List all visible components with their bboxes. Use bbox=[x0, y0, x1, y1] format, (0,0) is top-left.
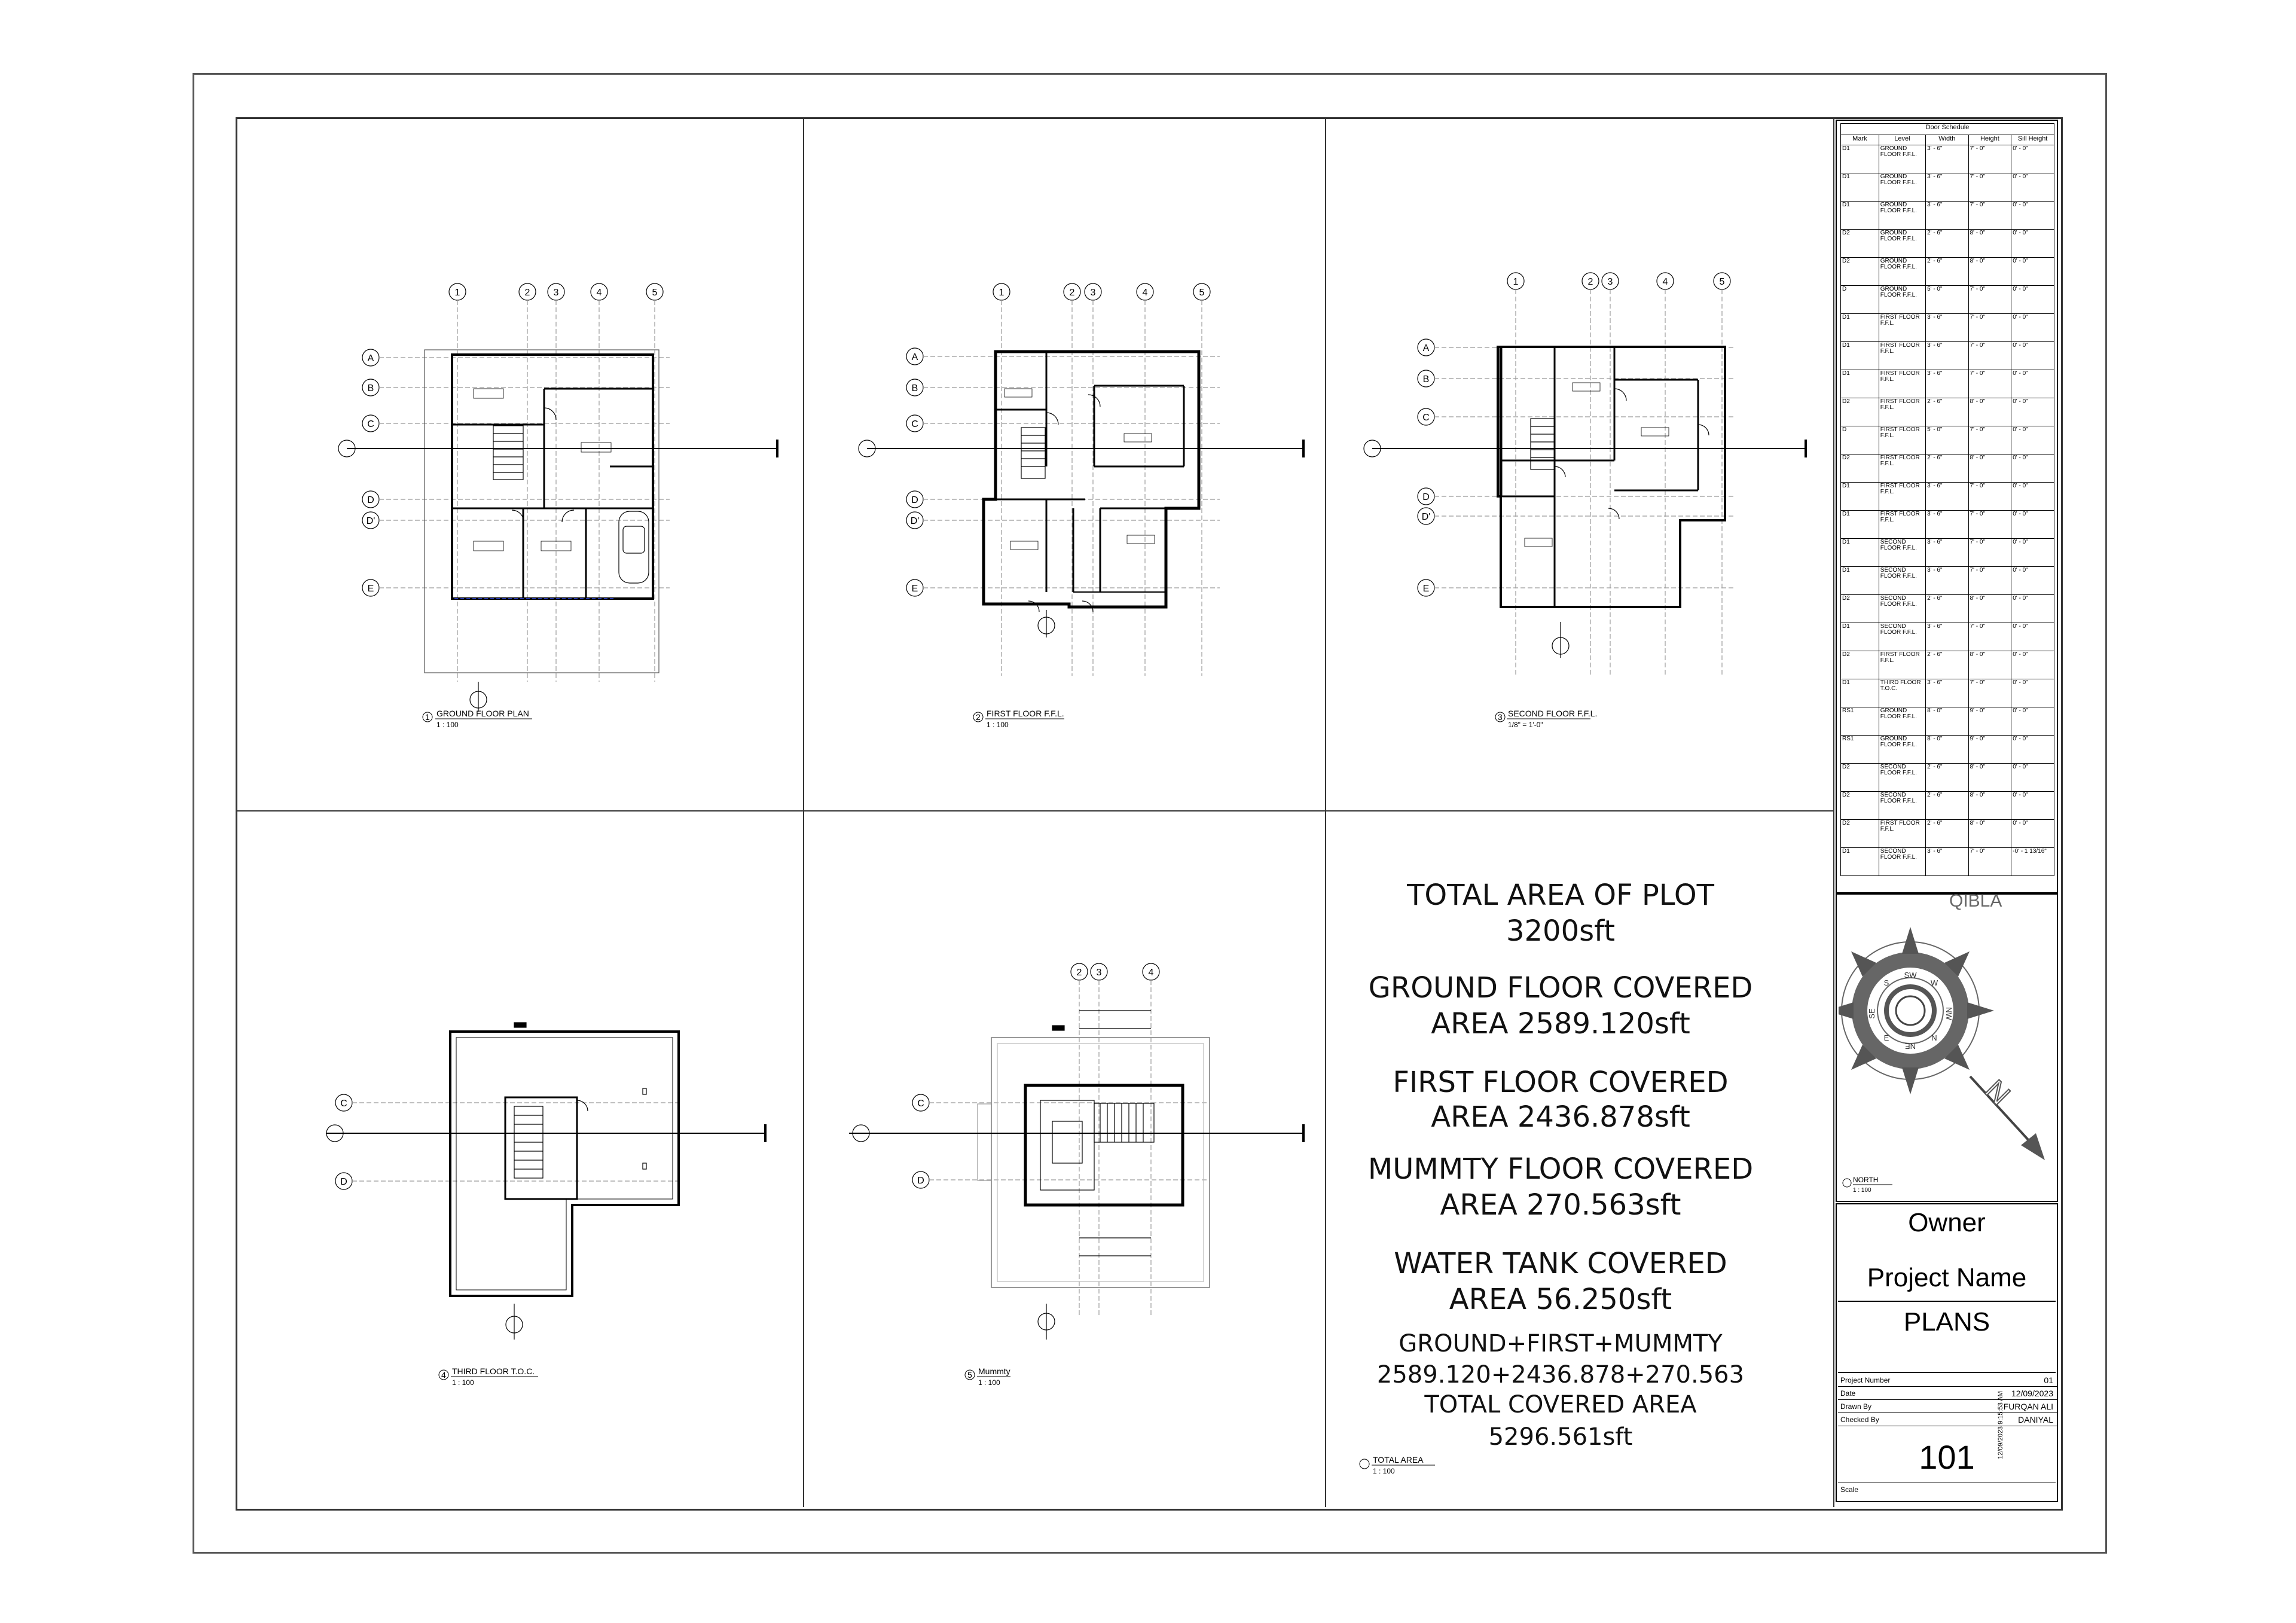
door-schedule-row bbox=[1841, 202, 2054, 230]
grid-row-b: B bbox=[367, 383, 374, 393]
project-number-row bbox=[1838, 1374, 2058, 1387]
door-schedule-cell: FIRST FLOOR F.F.L. bbox=[1879, 454, 1925, 483]
door-schedule-cell: 5' - 0" bbox=[1926, 286, 1968, 314]
print-timestamp: 12/09/2023 9:15:53 AM bbox=[1997, 1391, 2004, 1459]
second-floor-plan bbox=[1351, 263, 1818, 736]
door-schedule-cell: FIRST FLOOR F.F.L. bbox=[1879, 398, 1925, 426]
north-view-scale: 1 : 100 bbox=[1853, 1187, 1871, 1194]
grid-col-5: 5 bbox=[1199, 288, 1205, 298]
door-schedule-cell: GROUND FLOOR F.F.L. bbox=[1879, 202, 1925, 230]
qibla-label: QIBLA bbox=[1949, 891, 2002, 911]
mummty-area-label: MUMMTY FLOOR COVERED bbox=[1367, 1152, 1754, 1186]
door-schedule-cell: SECOND FLOOR F.F.L. bbox=[1879, 539, 1925, 567]
project-name: Project Name bbox=[1867, 1263, 2027, 1292]
door-schedule-row bbox=[1841, 454, 2054, 483]
door-schedule-cell: 0' - 0" bbox=[2011, 398, 2054, 426]
door-schedule-cell: 7' - 0" bbox=[1968, 173, 2011, 202]
door-schedule-cell: 0' - 0" bbox=[2011, 511, 2054, 539]
total-area-view-tag bbox=[1357, 1453, 1453, 1477]
dial-sw: SW bbox=[1904, 971, 1917, 980]
door-schedule-cell: 8' - 0" bbox=[1968, 595, 2011, 623]
owner-label: Owner bbox=[1908, 1208, 1986, 1237]
door-schedule-cell: D1 bbox=[1841, 567, 1879, 595]
door-schedule-cell: D1 bbox=[1841, 679, 1879, 707]
door-schedule-cell: 0' - 0" bbox=[2011, 792, 2054, 820]
door-schedule-cell: D2 bbox=[1841, 792, 1879, 820]
door-schedule-cell: FIRST FLOOR F.F.L. bbox=[1879, 342, 1925, 370]
dial-s: S bbox=[1883, 978, 1889, 987]
door-schedule-cell: FIRST FLOOR F.F.L. bbox=[1879, 426, 1925, 454]
door-schedule-cell: 0' - 0" bbox=[2011, 539, 2054, 567]
door-schedule-cell: D2 bbox=[1841, 398, 1879, 426]
door-schedule-cell: 0' - 0" bbox=[2011, 595, 2054, 623]
door-schedule-cell: 3' - 6" bbox=[1926, 314, 1968, 342]
door-schedule-row bbox=[1841, 707, 2054, 736]
col-level: Level bbox=[1879, 135, 1925, 145]
door-schedule bbox=[1840, 123, 2054, 876]
grid-row-c: C bbox=[1422, 413, 1430, 423]
door-schedule-cell: 0' - 0" bbox=[2011, 454, 2054, 483]
door-schedule-cell: 3' - 6" bbox=[1926, 342, 1968, 370]
door-schedule-cell: 0' - 0" bbox=[2011, 202, 2054, 230]
door-schedule-cell: 2' - 6" bbox=[1926, 454, 1968, 483]
door-schedule-cell: 3' - 6" bbox=[1926, 173, 1968, 202]
grid-row-e: E bbox=[911, 584, 918, 594]
grid-row-b: B bbox=[1422, 374, 1430, 385]
plan-title: FIRST FLOOR F.F.L. bbox=[987, 709, 1064, 718]
door-schedule-cell: SECOND FLOOR F.F.L. bbox=[1879, 792, 1925, 820]
door-schedule-cell: 7' - 0" bbox=[1968, 370, 2011, 398]
door-schedule-row bbox=[1841, 623, 2054, 651]
drawn-by-row bbox=[1838, 1401, 2058, 1413]
checked-by-value: DANIYAL bbox=[2018, 1415, 2053, 1424]
door-schedule-cell: 8' - 0" bbox=[1968, 454, 2011, 483]
grid-col-1: 1 bbox=[454, 288, 460, 298]
dial-w: W bbox=[1930, 978, 1938, 987]
door-schedule-cell: 0' - 0" bbox=[2011, 258, 2054, 286]
door-schedule-cell: 3' - 6" bbox=[1926, 511, 1968, 539]
door-schedule-cell: D2 bbox=[1841, 764, 1879, 792]
grid-col-5: 5 bbox=[1719, 277, 1725, 287]
door-schedule-cell: D1 bbox=[1841, 848, 1879, 876]
door-schedule-cell: FIRST FLOOR F.F.L. bbox=[1879, 370, 1925, 398]
grid-row-d: D bbox=[367, 495, 374, 505]
dial-e: E bbox=[1883, 1033, 1889, 1042]
door-schedule-cell: 8' - 0" bbox=[1968, 258, 2011, 286]
door-schedule-row bbox=[1841, 567, 2054, 595]
door-schedule-cell: 7' - 0" bbox=[1968, 145, 2011, 173]
door-schedule-row bbox=[1841, 286, 2054, 314]
plan-number: 4 bbox=[441, 1370, 446, 1380]
grid-row-e: E bbox=[1422, 584, 1430, 594]
grid-row-a: A bbox=[911, 352, 918, 362]
grid-row-d: D bbox=[1422, 492, 1430, 502]
panel-divider-h bbox=[236, 810, 1834, 812]
door-schedule-cell: 0' - 0" bbox=[2011, 820, 2054, 848]
first-area-value: AREA 2436.878sft bbox=[1431, 1100, 1690, 1134]
plan-number: 3 bbox=[1498, 712, 1503, 722]
grid-row-c: C bbox=[367, 419, 374, 429]
door-schedule-cell: -0' - 1 13/16" bbox=[2011, 848, 2054, 876]
door-schedule-cell: 8' - 0" bbox=[1968, 792, 2011, 820]
door-schedule-cell: SECOND FLOOR F.F.L. bbox=[1879, 848, 1925, 876]
door-schedule-row bbox=[1841, 483, 2054, 511]
door-schedule-row bbox=[1841, 314, 2054, 342]
total-covered-value: 5296.561sft bbox=[1488, 1423, 1633, 1451]
door-schedule-cell: GROUND FLOOR F.F.L. bbox=[1879, 736, 1925, 764]
door-schedule-cell: THIRD FLOOR T.O.C. bbox=[1879, 679, 1925, 707]
grid-row-d-prime: D' bbox=[910, 516, 920, 526]
door-schedule-row bbox=[1841, 258, 2054, 286]
grid-col-5: 5 bbox=[652, 288, 658, 298]
door-schedule-cell: 8' - 0" bbox=[1968, 651, 2011, 679]
door-schedule-cell: 2' - 6" bbox=[1926, 651, 1968, 679]
door-schedule-row bbox=[1841, 398, 2054, 426]
door-schedule-cell: 2' - 6" bbox=[1926, 230, 1968, 258]
north-arrow-icon bbox=[1970, 1074, 2045, 1160]
door-schedule-cell: 2' - 6" bbox=[1926, 792, 1968, 820]
plot-area-value: 3200sft bbox=[1506, 914, 1616, 948]
north-letter: N bbox=[1979, 1074, 2016, 1112]
compass-rose bbox=[1839, 915, 2054, 1196]
door-schedule-cell: 3' - 6" bbox=[1926, 539, 1968, 567]
door-schedule-row bbox=[1841, 736, 2054, 764]
door-schedule-cell: 7' - 0" bbox=[1968, 286, 2011, 314]
door-schedule-cell: D1 bbox=[1841, 314, 1879, 342]
plan-number: 5 bbox=[967, 1370, 972, 1380]
grid-col-4: 4 bbox=[1148, 968, 1154, 978]
checked-by-label: Checked By bbox=[1840, 1415, 1879, 1424]
door-schedule-cell: D2 bbox=[1841, 820, 1879, 848]
project-number-value: 01 bbox=[2044, 1375, 2053, 1385]
grid-row-b: B bbox=[911, 383, 918, 393]
door-schedule-cell: 9' - 0" bbox=[1968, 736, 2011, 764]
door-schedule-cell: D1 bbox=[1841, 173, 1879, 202]
door-schedule-cell: 2' - 6" bbox=[1926, 595, 1968, 623]
door-schedule-cell: 7' - 0" bbox=[1968, 202, 2011, 230]
door-schedule-row bbox=[1841, 145, 2054, 173]
mummty-plan bbox=[837, 957, 1309, 1387]
panel-divider-v1 bbox=[803, 117, 804, 1507]
door-schedule-cell: GROUND FLOOR F.F.L. bbox=[1879, 173, 1925, 202]
dial-n: N bbox=[1931, 1033, 1937, 1042]
sum-formula-label: GROUND+FIRST+MUMMTY bbox=[1399, 1330, 1723, 1357]
door-schedule-cell: SECOND FLOOR F.F.L. bbox=[1879, 623, 1925, 651]
scale-label: Scale bbox=[1840, 1485, 1859, 1494]
door-schedule-cell: D2 bbox=[1841, 595, 1879, 623]
door-schedule-cell: 3' - 6" bbox=[1926, 370, 1968, 398]
door-schedule-cell: D1 bbox=[1841, 623, 1879, 651]
door-schedule-cell: 7' - 0" bbox=[1968, 511, 2011, 539]
plan-number: 1 bbox=[425, 712, 430, 722]
tank-area-value: AREA 56.250sft bbox=[1449, 1283, 1672, 1316]
grid-row-a: A bbox=[367, 353, 374, 364]
door-schedule-cell: D1 bbox=[1841, 145, 1879, 173]
panel-divider-v2 bbox=[1325, 117, 1326, 1507]
col-height: Height bbox=[1968, 135, 2011, 145]
door-schedule-cell: 0' - 0" bbox=[2011, 230, 2054, 258]
total-area-scale: 1 : 100 bbox=[1373, 1467, 1395, 1475]
door-schedule-cell: FIRST FLOOR F.F.L. bbox=[1879, 483, 1925, 511]
plan-scale: 1/8" = 1'-0" bbox=[1508, 721, 1543, 729]
door-schedule-cell: SECOND FLOOR F.F.L. bbox=[1879, 595, 1925, 623]
door-schedule-cell: D1 bbox=[1841, 483, 1879, 511]
dial-se: SE bbox=[1867, 1008, 1876, 1019]
door-schedule-row bbox=[1841, 595, 2054, 623]
grid-col-2: 2 bbox=[524, 288, 530, 298]
grid-row-e: E bbox=[367, 584, 374, 594]
door-schedule-row bbox=[1841, 679, 2054, 707]
door-schedule-cell: 3' - 6" bbox=[1926, 483, 1968, 511]
door-schedule-cell: D1 bbox=[1841, 370, 1879, 398]
door-schedule-row bbox=[1841, 511, 2054, 539]
door-schedule-cell: 0' - 0" bbox=[2011, 623, 2054, 651]
grid-col-2: 2 bbox=[1076, 968, 1082, 978]
door-schedule-cell: 7' - 0" bbox=[1968, 539, 2011, 567]
door-schedule-cell: 7' - 0" bbox=[1968, 483, 2011, 511]
door-schedule-row bbox=[1841, 792, 2054, 820]
door-schedule-cell: 8' - 0" bbox=[1926, 707, 1968, 736]
first-area-label: FIRST FLOOR COVERED bbox=[1393, 1066, 1729, 1099]
plan-scale: 1 : 100 bbox=[436, 721, 459, 729]
door-schedule-cell: 8' - 0" bbox=[1968, 398, 2011, 426]
door-schedule-cell: FIRST FLOOR F.F.L. bbox=[1879, 651, 1925, 679]
door-schedule-cell: 5' - 0" bbox=[1926, 426, 1968, 454]
door-schedule-row bbox=[1841, 764, 2054, 792]
grid-col-4: 4 bbox=[1662, 277, 1668, 287]
door-schedule-cell: 7' - 0" bbox=[1968, 848, 2011, 876]
grid-row-a: A bbox=[1422, 343, 1430, 353]
first-floor-plan bbox=[849, 269, 1315, 736]
door-schedule-cell: FIRST FLOOR F.F.L. bbox=[1879, 511, 1925, 539]
door-schedule-cell: 3' - 6" bbox=[1926, 623, 1968, 651]
ground-area-value: AREA 2589.120sft bbox=[1431, 1007, 1690, 1041]
door-schedule-row bbox=[1841, 651, 2054, 679]
door-schedule-row bbox=[1841, 173, 2054, 202]
door-schedule-cell: D1 bbox=[1841, 202, 1879, 230]
door-schedule-cell: 0' - 0" bbox=[2011, 567, 2054, 595]
project-number-label: Project Number bbox=[1840, 1376, 1891, 1384]
door-schedule-cell: 0' - 0" bbox=[2011, 651, 2054, 679]
sum-formula-values: 2589.120+2436.878+270.563 bbox=[1376, 1361, 1745, 1389]
third-floor-plan bbox=[311, 1005, 777, 1387]
door-schedule-row bbox=[1841, 426, 2054, 454]
sheet-name: PLANS bbox=[1903, 1307, 1990, 1337]
door-schedule-cell: 7' - 0" bbox=[1968, 426, 2011, 454]
grid-col-1: 1 bbox=[1513, 277, 1519, 287]
door-schedule-cell: 3' - 6" bbox=[1926, 145, 1968, 173]
door-schedule-cell: 0' - 0" bbox=[2011, 483, 2054, 511]
door-schedule-cell: RS1 bbox=[1841, 707, 1879, 736]
plan-title: THIRD FLOOR T.O.C. bbox=[452, 1366, 535, 1376]
door-schedule-cell: RS1 bbox=[1841, 736, 1879, 764]
grid-col-3: 3 bbox=[1090, 288, 1096, 298]
door-schedule-cell: 2' - 6" bbox=[1926, 820, 1968, 848]
col-mark: Mark bbox=[1841, 135, 1879, 145]
door-schedule-cell: 0' - 0" bbox=[2011, 342, 2054, 370]
sheet-number: 101 bbox=[1919, 1438, 1975, 1476]
door-schedule-cell: 0' - 0" bbox=[2011, 370, 2054, 398]
door-schedule-cell: D2 bbox=[1841, 651, 1879, 679]
mummty-area-value: AREA 270.563sft bbox=[1440, 1188, 1681, 1222]
door-schedule-cell: 3' - 6" bbox=[1926, 848, 1968, 876]
ground-floor-plan bbox=[335, 269, 789, 736]
door-schedule-cell: D bbox=[1841, 286, 1879, 314]
grid-col-3: 3 bbox=[1607, 277, 1613, 287]
north-view-title: NORTH bbox=[1853, 1176, 1879, 1184]
grid-col-2: 2 bbox=[1587, 277, 1593, 287]
dial-nw: NW bbox=[1944, 1007, 1953, 1020]
plan-scale: 1 : 100 bbox=[452, 1378, 474, 1387]
title-divider bbox=[1838, 1301, 2056, 1302]
door-schedule-cell: FIRST FLOOR F.F.L. bbox=[1879, 314, 1925, 342]
date-label: Date bbox=[1840, 1389, 1856, 1398]
door-schedule-cell: 3' - 6" bbox=[1926, 679, 1968, 707]
door-schedule-cell: 0' - 0" bbox=[2011, 286, 2054, 314]
date-row bbox=[1838, 1387, 2058, 1400]
grid-col-1: 1 bbox=[999, 288, 1004, 298]
checked-by-row bbox=[1838, 1414, 2058, 1426]
door-schedule-cell: 9' - 0" bbox=[1968, 707, 2011, 736]
grid-row-c: C bbox=[340, 1099, 347, 1109]
door-schedule-cell: 0' - 0" bbox=[2011, 314, 2054, 342]
door-schedule-cell: GROUND FLOOR F.F.L. bbox=[1879, 707, 1925, 736]
door-schedule-row bbox=[1841, 539, 2054, 567]
panel-divider-v3 bbox=[1833, 117, 1834, 1507]
door-schedule-cell: 0' - 0" bbox=[2011, 679, 2054, 707]
door-schedule-cell: 8' - 0" bbox=[1968, 820, 2011, 848]
grid-col-4: 4 bbox=[1142, 288, 1148, 298]
door-schedule-cell: 2' - 6" bbox=[1926, 398, 1968, 426]
door-schedule-cell: 7' - 0" bbox=[1968, 567, 2011, 595]
date-value: 12/09/2023 bbox=[2011, 1389, 2053, 1398]
door-schedule-cell: 0' - 0" bbox=[2011, 173, 2054, 202]
plan-scale: 1 : 100 bbox=[978, 1378, 1000, 1387]
door-schedule-cell: FIRST FLOOR F.F.L. bbox=[1879, 820, 1925, 848]
door-schedule-cell: GROUND FLOOR F.F.L. bbox=[1879, 258, 1925, 286]
door-schedule-row bbox=[1841, 848, 2054, 876]
drawn-by-label: Drawn By bbox=[1840, 1402, 1872, 1411]
door-schedule-cell: 0' - 0" bbox=[2011, 145, 2054, 173]
door-schedule-cell: 8' - 0" bbox=[1968, 230, 2011, 258]
grid-col-3: 3 bbox=[553, 288, 559, 298]
drawn-by-value: FURQAN ALI bbox=[2003, 1402, 2053, 1411]
plan-title: Mummty bbox=[978, 1366, 1010, 1376]
tank-area-label: WATER TANK COVERED bbox=[1394, 1247, 1727, 1280]
plan-scale: 1 : 100 bbox=[987, 721, 1009, 729]
door-schedule-cell: 7' - 0" bbox=[1968, 679, 2011, 707]
door-schedule-title: Door Schedule bbox=[1841, 124, 2054, 135]
grid-col-2: 2 bbox=[1069, 288, 1075, 298]
total-area-title: TOTAL AREA bbox=[1373, 1455, 1424, 1465]
col-width: Width bbox=[1926, 135, 1968, 145]
door-schedule-cell: D2 bbox=[1841, 454, 1879, 483]
door-schedule-cell: 0' - 0" bbox=[2011, 707, 2054, 736]
col-sill-height: Sill Height bbox=[2011, 135, 2054, 145]
door-schedule-cell: D1 bbox=[1841, 511, 1879, 539]
ground-area-label: GROUND FLOOR COVERED bbox=[1368, 971, 1753, 1005]
door-schedule-cell: SECOND FLOOR F.F.L. bbox=[1879, 567, 1925, 595]
grid-col-4: 4 bbox=[596, 288, 602, 298]
door-schedule-cell: 7' - 0" bbox=[1968, 623, 2011, 651]
door-schedule-cell: GROUND FLOOR F.F.L. bbox=[1879, 230, 1925, 258]
grid-col-3: 3 bbox=[1096, 968, 1102, 978]
plan-title: GROUND FLOOR PLAN bbox=[436, 709, 529, 718]
door-schedule-cell: 7' - 0" bbox=[1968, 342, 2011, 370]
grid-row-d: D bbox=[911, 495, 918, 505]
door-schedule-cell: 2' - 6" bbox=[1926, 764, 1968, 792]
door-schedule-cell: 2' - 6" bbox=[1926, 258, 1968, 286]
door-schedule-cell: 0' - 0" bbox=[2011, 764, 2054, 792]
door-schedule-cell: D2 bbox=[1841, 230, 1879, 258]
plan-number: 2 bbox=[976, 712, 981, 722]
info-divider bbox=[1838, 1372, 2056, 1373]
door-schedule-cell: 8' - 0" bbox=[1968, 764, 2011, 792]
door-schedule-cell: 0' - 0" bbox=[2011, 736, 2054, 764]
door-schedule-cell: D1 bbox=[1841, 342, 1879, 370]
door-schedule-cell: D bbox=[1841, 426, 1879, 454]
door-schedule-cell: 8' - 0" bbox=[1926, 736, 1968, 764]
door-schedule-cell: 3' - 6" bbox=[1926, 202, 1968, 230]
door-schedule-row bbox=[1841, 342, 2054, 370]
door-schedule-cell: GROUND FLOOR F.F.L. bbox=[1879, 286, 1925, 314]
total-covered-label: TOTAL COVERED AREA bbox=[1424, 1391, 1697, 1418]
plot-area-label: TOTAL AREA OF PLOT bbox=[1407, 878, 1714, 912]
dial-ne: NE bbox=[1904, 1042, 1916, 1051]
grid-row-c: C bbox=[917, 1099, 924, 1109]
door-schedule-cell: D2 bbox=[1841, 258, 1879, 286]
grid-row-c: C bbox=[911, 419, 918, 429]
grid-row-d-prime: D' bbox=[1421, 512, 1431, 522]
door-schedule-row bbox=[1841, 370, 2054, 398]
door-schedule-row bbox=[1841, 230, 2054, 258]
door-schedule-cell: 3' - 6" bbox=[1926, 567, 1968, 595]
grid-row-d: D bbox=[340, 1177, 347, 1187]
door-schedule-cell: 7' - 0" bbox=[1968, 314, 2011, 342]
door-schedule-cell: 0' - 0" bbox=[2011, 426, 2054, 454]
grid-row-d-prime: D' bbox=[366, 516, 375, 526]
plan-title: SECOND FLOOR F.F.L. bbox=[1508, 709, 1598, 718]
door-schedule-row bbox=[1841, 820, 2054, 848]
door-schedule-cell: SECOND FLOOR F.F.L. bbox=[1879, 764, 1925, 792]
door-schedule-cell: GROUND FLOOR F.F.L. bbox=[1879, 145, 1925, 173]
door-schedule-cell: D1 bbox=[1841, 539, 1879, 567]
grid-row-d: D bbox=[917, 1176, 924, 1186]
